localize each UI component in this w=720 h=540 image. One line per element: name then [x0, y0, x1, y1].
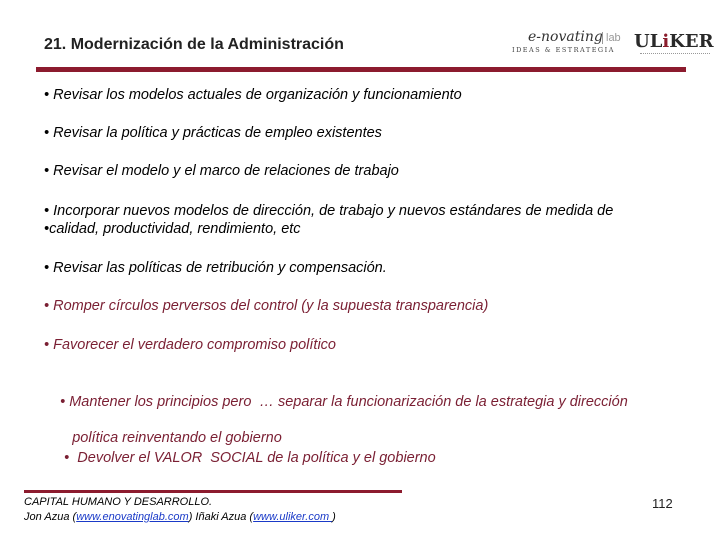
uliker-logo-suffix: KER [669, 31, 714, 52]
bullet-item [44, 336, 336, 354]
bullet-line: • Favorecer el verdadero compromiso político [44, 337, 336, 353]
enovating-logo-tagline: IDEAS & ESTRATEGIA [512, 46, 615, 54]
bullet-line: política reinventando el gobierno [60, 430, 282, 446]
footer-author-2: ) Iñaki Azua ( [188, 511, 254, 523]
header-divider [36, 67, 686, 72]
bullet-line: • Mantener los principios pero … separar la funcionarización de la estrategia y dirección [60, 394, 628, 410]
page-title: 21. Modernización de la Administración [44, 36, 344, 53]
uliker-logo-underline [640, 53, 710, 56]
bullet-item [44, 259, 387, 277]
bullet-line: • Revisar la política y prácticas de empleo existentes [44, 125, 382, 141]
enovating-logo-lab: lab [602, 32, 621, 44]
bullet-line: • Romper círculos perversos del control (y la supuesta transparencia) [44, 298, 489, 314]
uliker-logo-word [634, 31, 714, 52]
bullet-item [44, 162, 399, 180]
bullet-item [44, 202, 613, 238]
bullet-item [44, 297, 488, 315]
bullet-line: • Devolver el VALOR SOCIAL de la política y el gobierno [60, 450, 436, 466]
enovatinglab-link[interactable]: www.enovatinglab.com [76, 511, 189, 523]
uliker-link[interactable]: www.uliker.com [253, 511, 333, 523]
bullet-line: •calidad, productividad, rendimiento, etc [44, 221, 301, 237]
uliker-logo-prefix: UL [634, 31, 663, 52]
bullet-item [44, 431, 436, 485]
footer-author-1: Jon Azua ( [24, 511, 77, 523]
bullet-line: • Revisar el modelo y el marco de relaciones de trabajo [44, 163, 399, 179]
footer-title: CAPITAL HUMANO Y DESARROLLO. [24, 496, 213, 508]
uliker-logo-accent: i [662, 31, 670, 52]
bullet-item [44, 124, 382, 142]
page-number: 112 [652, 496, 673, 511]
enovating-logo-word: e-novating [528, 29, 603, 45]
footer-credits [24, 495, 336, 525]
bullet-line: • Revisar los modelos actuales de organización y funcionamiento [44, 87, 462, 103]
footer-close-paren: ) [332, 511, 336, 523]
bullet-line: • Revisar las políticas de retribución y compensación. [44, 260, 387, 276]
bullet-line: • Incorporar nuevos modelos de dirección, de trabajo y nuevos estándares de medida de [44, 203, 614, 219]
bullet-item [44, 86, 462, 104]
enovating-logo [508, 29, 623, 59]
uliker-logo [634, 31, 714, 61]
footer-divider [24, 490, 402, 493]
